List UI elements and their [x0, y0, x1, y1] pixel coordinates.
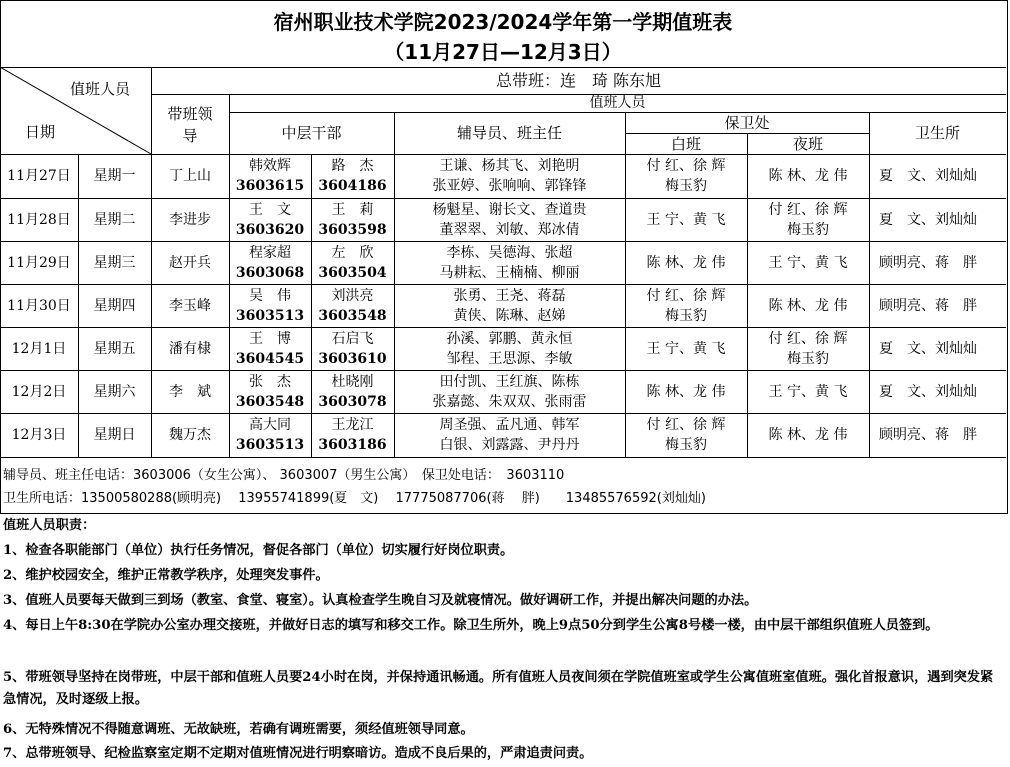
row-1-date: 11月27日 — [7, 168, 71, 184]
row-6-cadre2-name: 杜晓刚 — [331, 373, 374, 390]
row-3-weekday: 星期三 — [93, 254, 136, 271]
phones-line-1: 辅导员、班主任电话：3603006（女生公寓）、 3603007（男生公寓） 保卫处电话： 3603110 — [3, 468, 565, 483]
row-6-cadre2 — [311, 370, 394, 413]
row-4-cadre1-name: 吴 伟 — [249, 287, 291, 304]
row-4-counselor — [394, 284, 625, 327]
row-7-cadre2-tel: 3603186 — [318, 437, 387, 453]
row-1-night-l1: 陈 林、龙 伟 — [768, 168, 848, 184]
row-6-night — [747, 370, 869, 413]
row-3-counselor-l1: 李栋、吴德海、张超 — [446, 244, 573, 261]
header-clinic: 卫生所 — [914, 124, 960, 142]
row-7-cadre2 — [311, 413, 394, 457]
row-7-weekday: 星期日 — [93, 427, 136, 443]
row-2-counselor-l2: 董翠翠、刘敏、郑冰倩 — [439, 221, 580, 238]
row-4-cadre2-tel: 3603548 — [318, 307, 387, 324]
row-2-cadre1-tel: 3603620 — [235, 221, 305, 238]
row-4-leader: 李玉峰 — [169, 297, 211, 314]
row-2-date: 11月28日 — [7, 211, 71, 228]
row-2-night-l1: 付 红、徐 辉 — [768, 201, 848, 218]
row-1-cadre2 — [311, 154, 394, 198]
header-security: 保卫处 — [724, 113, 770, 132]
header-chief — [151, 68, 1006, 94]
row-4-weekday: 星期四 — [93, 297, 136, 314]
row-1-day-l2: 梅玉豹 — [665, 178, 707, 194]
row-1-weekday: 星期一 — [93, 168, 136, 184]
row-1-night — [747, 154, 869, 198]
row-3-counselor — [394, 241, 625, 284]
header-duty-staff: 值班人员 — [589, 95, 646, 111]
row-5-night — [747, 327, 869, 370]
row-4-day-l2: 梅玉豹 — [665, 307, 707, 324]
row-3-night — [747, 241, 869, 284]
row-1-counselor-l1: 王谦、杨其飞、刘艳明 — [439, 158, 580, 174]
header-counselor: 辅导员、班主任 — [456, 124, 562, 142]
header-lead: 带班领导 — [167, 105, 213, 145]
row-2-day-l1: 王 宁、黄 飞 — [646, 211, 726, 228]
row-2-cadre1-name: 王 文 — [249, 201, 291, 218]
row-4-cadre1 — [229, 284, 311, 327]
row-7-cadre1-name: 高大同 — [249, 417, 291, 433]
row-7-counselor-l1: 周圣强、孟凡通、韩军 — [439, 417, 580, 433]
row-5-cadre2 — [311, 327, 394, 370]
row-6-clinic: 夏 文、刘灿灿 — [879, 383, 977, 400]
row-3-cadre2 — [311, 241, 394, 284]
row-5-counselor-l2: 邹程、王思源、李敏 — [446, 350, 573, 367]
row-7-counselor-l2: 白银、刘露露、尹丹丹 — [439, 437, 580, 453]
roster-date-range: （11月27日—12月3日） — [384, 40, 622, 64]
row-6-counselor-l1: 田付凯、王红旗、陈栋 — [439, 373, 580, 390]
row-4-day-l1: 付 红、徐 辉 — [646, 287, 726, 304]
row-7-day — [625, 413, 747, 457]
row-7-night — [747, 413, 869, 457]
row-7-cadre1 — [229, 413, 311, 457]
row-3-cadre2-name: 左 欣 — [331, 244, 374, 261]
duty-item-4: 4、每日上午8:30在学院办公室办理交接班，并做好日志的填写和移交工作。除卫生所外，晚上9点50分到学生公寓8号楼一楼，由中层干部组织值班人员签到。 — [3, 618, 939, 633]
row-5-cadre1-tel: 3604545 — [235, 350, 305, 367]
row-7-day-l1: 付 红、徐 辉 — [646, 417, 726, 433]
row-2-cadre2 — [311, 198, 394, 241]
row-1-day — [625, 154, 747, 198]
row-2-cadre2-tel: 3603598 — [318, 221, 387, 238]
row-4-night — [747, 284, 869, 327]
row-4-cadre2 — [311, 284, 394, 327]
row-2-cadre2-name: 王 莉 — [331, 201, 374, 218]
row-6-cadre1 — [229, 370, 311, 413]
row-3-date: 11月29日 — [7, 254, 71, 271]
row-1-leader: 丁上山 — [169, 168, 211, 184]
duty-item-6: 6、无特殊情况不得随意调班、无故缺班，若确有调班需要，须经值班领导同意。 — [3, 722, 474, 737]
row-2-cadre1 — [229, 198, 311, 241]
row-3-counselor-l2: 马耕耘、王楠楠、柳丽 — [439, 264, 580, 281]
duty-item-5: 5、带班领导坚持在岗带班，中层干部和值班人员要24小时在岗，并保持通讯畅通。所有值班人员夜间须在学院值班室或学生公寓值班室值班。强化首报意识，遇到突发紧急情况，及时逐级上报。 — [3, 670, 994, 707]
row-4-date: 11月30日 — [7, 297, 71, 314]
row-2-clinic: 夏 文、刘灿灿 — [879, 211, 977, 228]
row-7-date: 12月3日 — [11, 427, 67, 443]
phones-line-2: 卫生所电话：13500580288(顾明亮) 13955741899(夏 文) 17775087706(蒋 胖) 13485576592(刘灿灿) — [3, 491, 706, 506]
row-3-day — [625, 241, 747, 284]
row-5-night-l2: 梅玉豹 — [787, 350, 829, 367]
row-1-cadre1-tel: 3603615 — [235, 178, 305, 194]
row-4-night-l1: 陈 林、龙 伟 — [768, 297, 848, 314]
row-2-weekday: 星期二 — [93, 211, 136, 228]
row-6-date: 12月2日 — [11, 383, 67, 400]
header-night-shift: 夜班 — [792, 134, 823, 153]
roster-title: 宿州职业技术学院2023/2024学年第一学期值班表 — [273, 10, 733, 34]
row-1-cadre2-name: 路 杰 — [331, 158, 374, 174]
row-5-counselor — [394, 327, 625, 370]
row-3-cadre1 — [229, 241, 311, 284]
row-7-leader: 魏万杰 — [169, 427, 211, 443]
row-5-night-l1: 付 红、徐 辉 — [768, 330, 848, 347]
chief-label: 总带班： — [495, 71, 560, 90]
row-2-night-l2: 梅玉豹 — [787, 221, 829, 238]
row-3-day-l1: 陈 林、龙 伟 — [646, 254, 726, 271]
row-7-day-l2: 梅玉豹 — [665, 437, 707, 453]
duty-item-3: 3、值班人员要每天做到三到场（教室、食堂、寝室）。认真检查学生晚自习及就寝情况。做好调研工作，并提出解决问题的办法。 — [3, 593, 758, 608]
row-4-day — [625, 284, 747, 327]
chief-names: 连 琦 陈东旭 — [559, 71, 662, 90]
row-6-day — [625, 370, 747, 413]
row-5-day-l1: 王 宁、黄 飞 — [646, 340, 726, 357]
row-7-cadre1-tel: 3603513 — [235, 437, 305, 453]
row-6-counselor — [394, 370, 625, 413]
row-5-leader: 潘有棣 — [169, 340, 211, 357]
header-date: 日期 — [24, 123, 55, 141]
header-day-shift: 白班 — [670, 134, 701, 153]
row-5-date: 12月1日 — [11, 340, 67, 357]
row-6-night-l1: 王 宁、黄 飞 — [768, 383, 848, 400]
row-5-cadre1-name: 王 博 — [249, 330, 291, 347]
row-4-counselor-l2: 黄侠、陈琳、赵娣 — [453, 307, 566, 324]
row-1-cadre1 — [229, 154, 311, 198]
row-3-clinic: 顾明亮、蒋 胖 — [879, 254, 977, 271]
header-middle-cadre: 中层干部 — [281, 124, 342, 142]
header-duty-personnel: 值班人员 — [69, 80, 130, 98]
row-4-counselor-l1: 张勇、王尧、蒋磊 — [453, 287, 566, 304]
duties-heading: 值班人员职责： — [3, 518, 96, 533]
row-6-cadre1-tel: 3603548 — [235, 393, 305, 410]
row-1-cadre1-name: 韩效辉 — [249, 158, 291, 174]
row-7-night-l1: 陈 林、龙 伟 — [768, 427, 848, 443]
row-5-cadre1 — [229, 327, 311, 370]
row-2-leader: 李进步 — [169, 211, 211, 228]
row-1-cadre2-tel: 3604186 — [318, 178, 387, 194]
row-5-cadre2-tel: 3603610 — [318, 350, 387, 367]
row-4-cadre1-tel: 3603513 — [235, 307, 305, 324]
duty-item-1: 1、检查各职能部门（单位）执行任务情况，督促各部门（单位）切实履行好岗位职责。 — [3, 543, 514, 558]
row-4-cadre2-name: 刘洪亮 — [331, 287, 374, 304]
row-6-counselor-l2: 张嘉懿、朱双双、张雨雷 — [432, 393, 587, 410]
row-6-cadre1-name: 张 杰 — [249, 373, 291, 390]
row-6-day-l1: 陈 林、龙 伟 — [646, 383, 726, 400]
row-2-counselor — [394, 198, 625, 241]
row-7-cadre2-name: 王龙江 — [331, 417, 374, 433]
row-2-day — [625, 198, 747, 241]
row-3-cadre2-tel: 3603504 — [318, 264, 387, 281]
duty-item-7: 7、总带班领导、纪检监察室定期不定期对值班情况进行明察暗访。造成不良后果的，严肃追责问责。 — [3, 746, 593, 761]
row-2-night — [747, 198, 869, 241]
row-2-counselor-l1: 杨魁星、谢长文、查道贵 — [432, 201, 587, 218]
row-5-counselor-l1: 孙溪、郭鹏、黄永恒 — [446, 330, 573, 347]
row-4-clinic: 顾明亮、蒋 胖 — [879, 297, 977, 314]
row-1-counselor — [394, 154, 625, 198]
row-6-leader: 李 斌 — [169, 383, 211, 400]
duty-item-2: 2、维护校园安全，维护正常教学秩序，处理突发事件。 — [3, 568, 329, 583]
row-1-clinic: 夏 文、刘灿灿 — [879, 168, 977, 184]
row-1-counselor-l2: 张亚婷、张响响、郭锋锋 — [432, 178, 587, 194]
row-5-day — [625, 327, 747, 370]
row-3-night-l1: 王 宁、黄 飞 — [768, 254, 848, 271]
row-5-cadre2-name: 石启飞 — [331, 330, 374, 347]
row-5-weekday: 星期五 — [93, 340, 136, 357]
row-5-clinic: 夏 文、刘灿灿 — [879, 340, 977, 357]
row-3-cadre1-tel: 3603068 — [235, 264, 305, 281]
row-6-cadre2-tel: 3603078 — [318, 393, 387, 410]
row-6-weekday: 星期六 — [93, 383, 136, 400]
row-1-day-l1: 付 红、徐 辉 — [646, 158, 726, 174]
row-3-cadre1-name: 程家超 — [249, 244, 291, 261]
row-7-counselor — [394, 413, 625, 457]
row-3-leader: 赵开兵 — [169, 254, 211, 271]
row-7-clinic: 顾明亮、蒋 胖 — [879, 427, 977, 443]
